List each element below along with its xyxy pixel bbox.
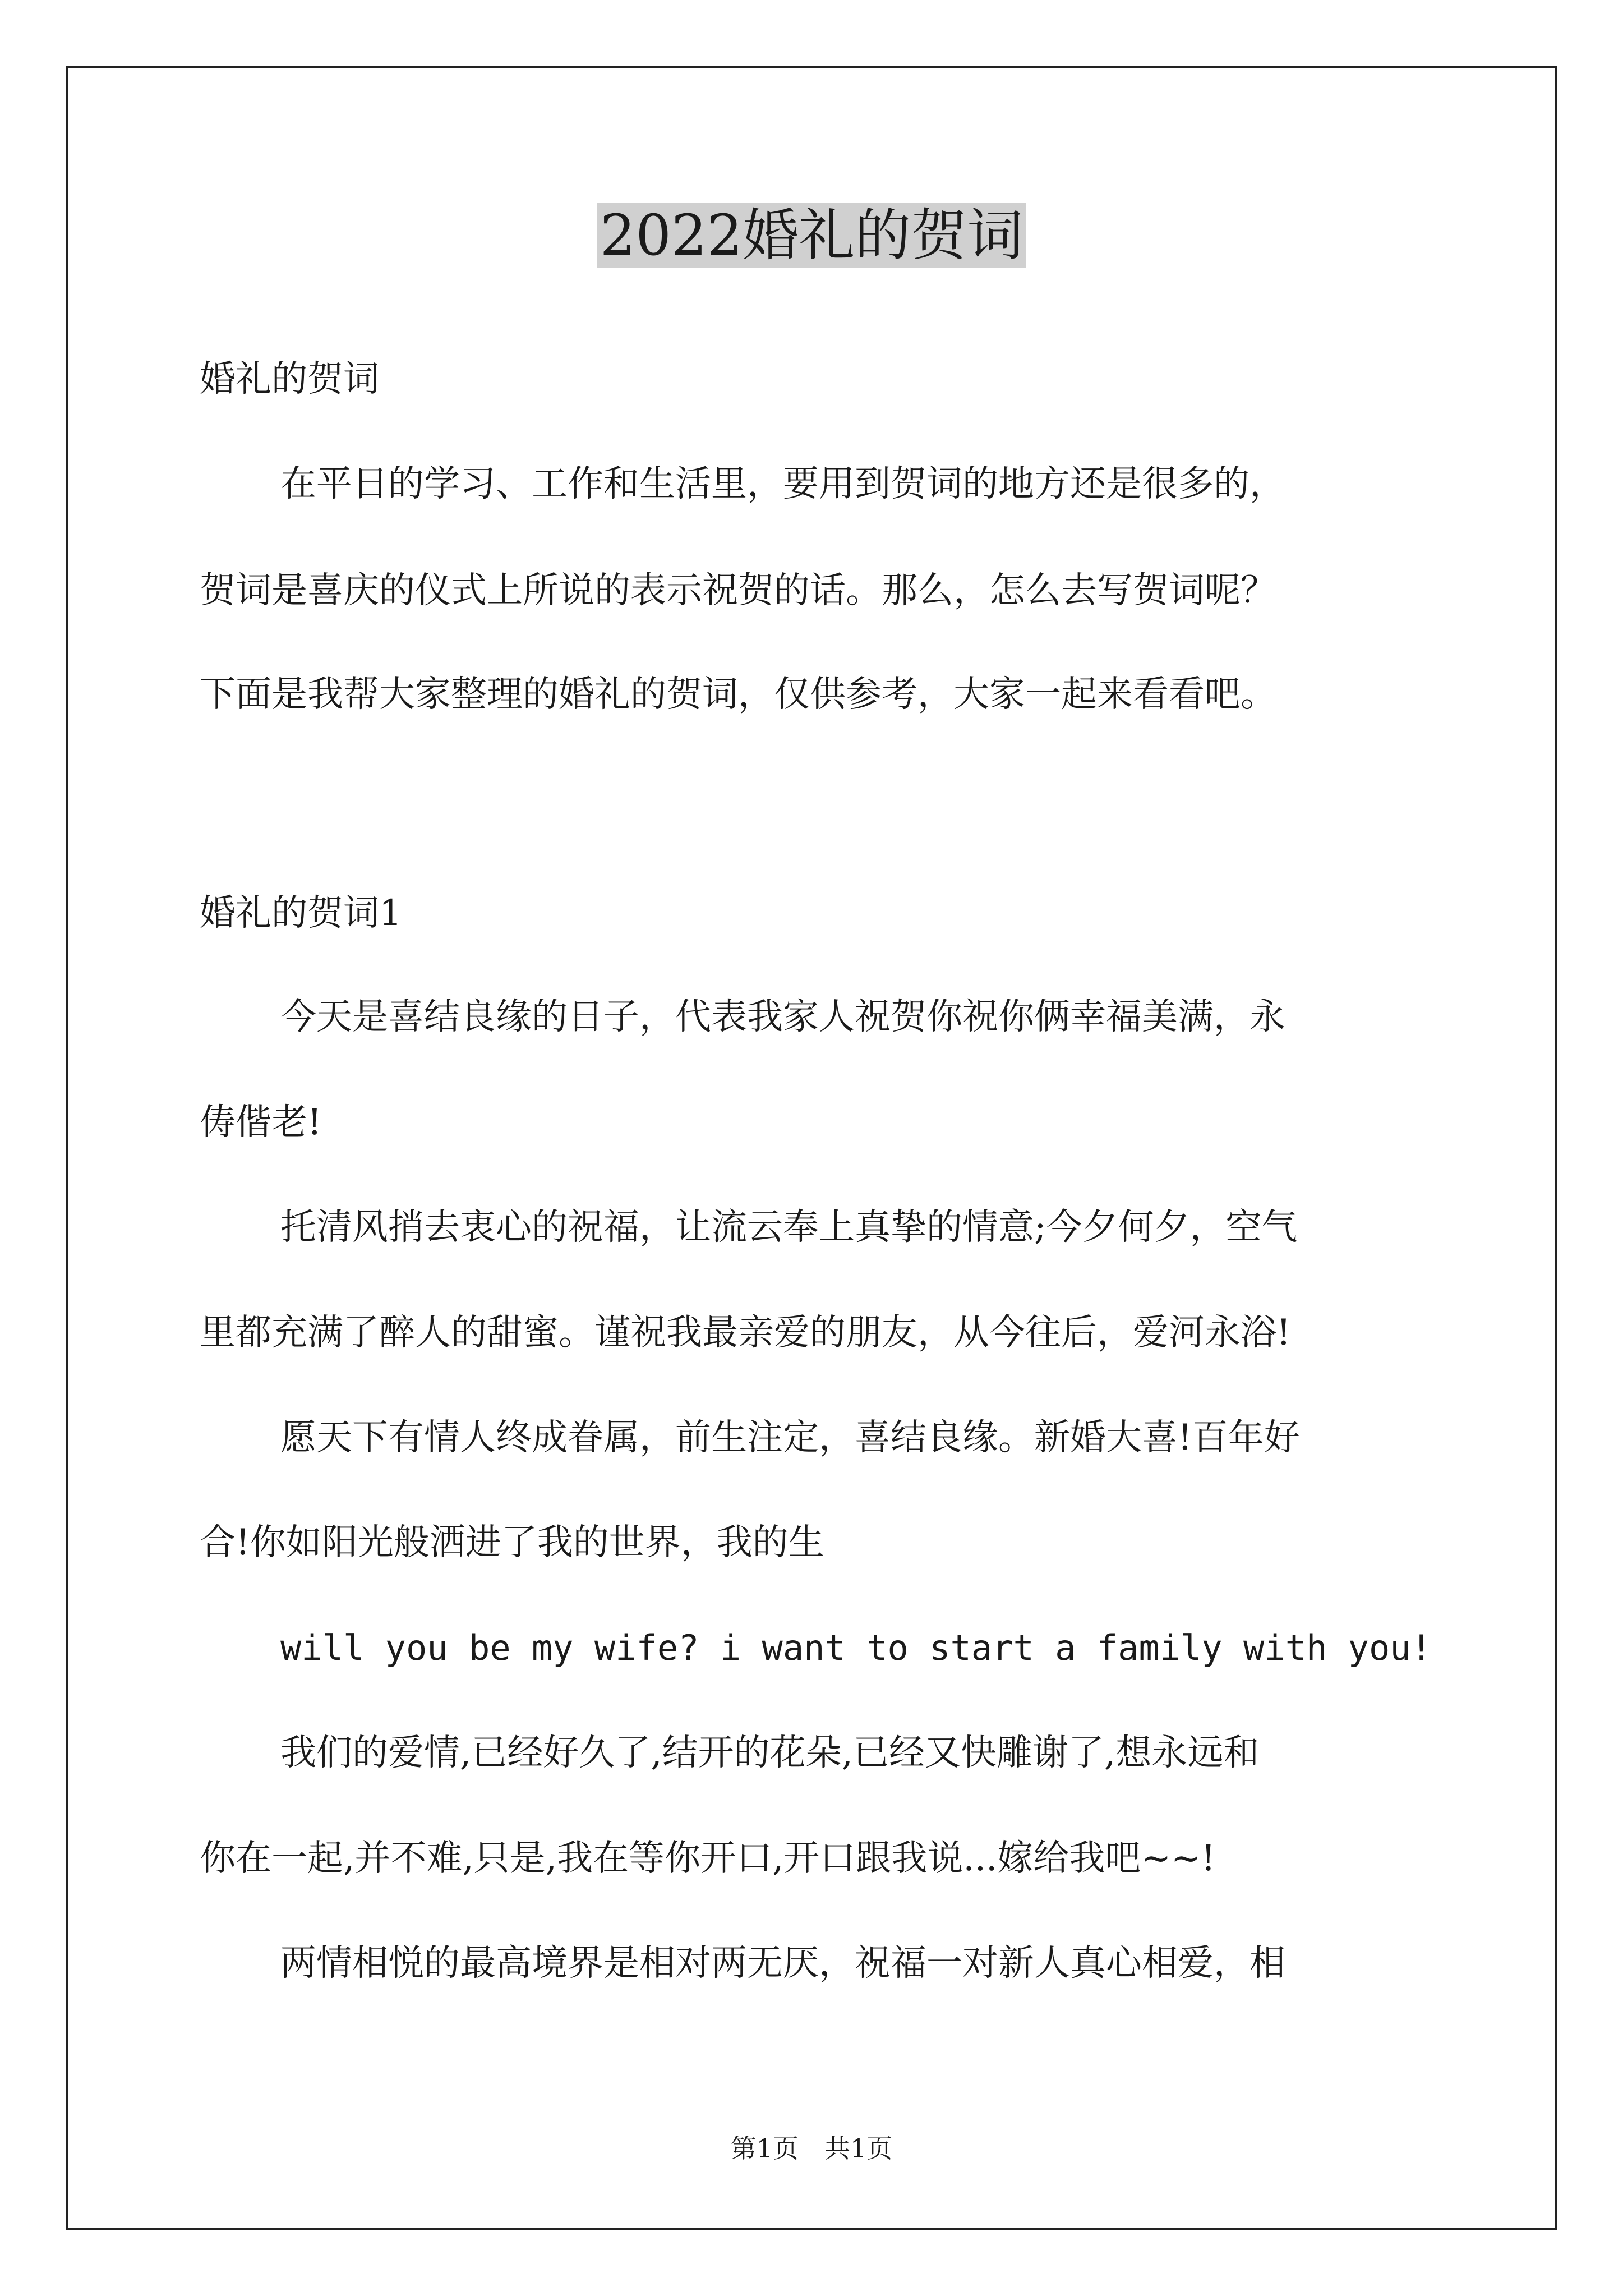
paragraph-line: 贺词是喜庆的仪式上所说的表示祝贺的话。那么，怎么去写贺词呢？ [200,570,1276,611]
paragraph-line: 下面是我帮大家整理的婚礼的贺词，仅供参考，大家一起来看看吧。 [200,674,1276,715]
paragraph-line-english: will you be my wife? i want to start a family with you! [280,1627,1432,1668]
document-title-text: 2022婚礼的贺词 [597,203,1027,268]
paragraph-line: 今天是喜结良缘的日子，代表我家人祝贺你祝你俩幸福美满，永 [280,996,1285,1038]
paragraph-line: 愿天下有情人终成眷属，前生注定，喜结良缘。新婚大喜!百年好 [280,1417,1300,1458]
paragraph-line: 你在一起,并不难,只是,我在等你开口,开口跟我说...嫁给我吧~~! [200,1838,1216,1879]
section-heading-intro: 婚礼的贺词 [200,358,379,400]
page-footer: 第1页 共1页 [730,2133,893,2164]
section-heading-1: 婚礼的贺词1 [200,892,402,934]
paragraph-line: 在平日的学习、工作和生活里，要用到贺词的地方还是很多的， [280,463,1285,505]
paragraph-line: 两情相悦的最高境界是相对两无厌，祝福一对新人真心相爱，相 [280,1943,1285,1984]
paragraph-line: 我们的爱情,已经好久了,结开的花朵,已经又快雕谢了,想永远和 [280,1732,1260,1774]
document-title [0,196,1623,275]
paragraph-line: 里都充满了醉人的甜蜜。谨祝我最亲爱的朋友，从今往后，爱河永浴! [200,1312,1291,1354]
paragraph-line: 合!你如阳光般洒进了我的世界，我的生 [200,1522,824,1563]
paragraph-line: 托清风捎去衷心的祝福，让流云奉上真挚的情意;今夕何夕，空气 [280,1207,1298,1248]
paragraph-line: 俦偕老! [200,1102,322,1143]
